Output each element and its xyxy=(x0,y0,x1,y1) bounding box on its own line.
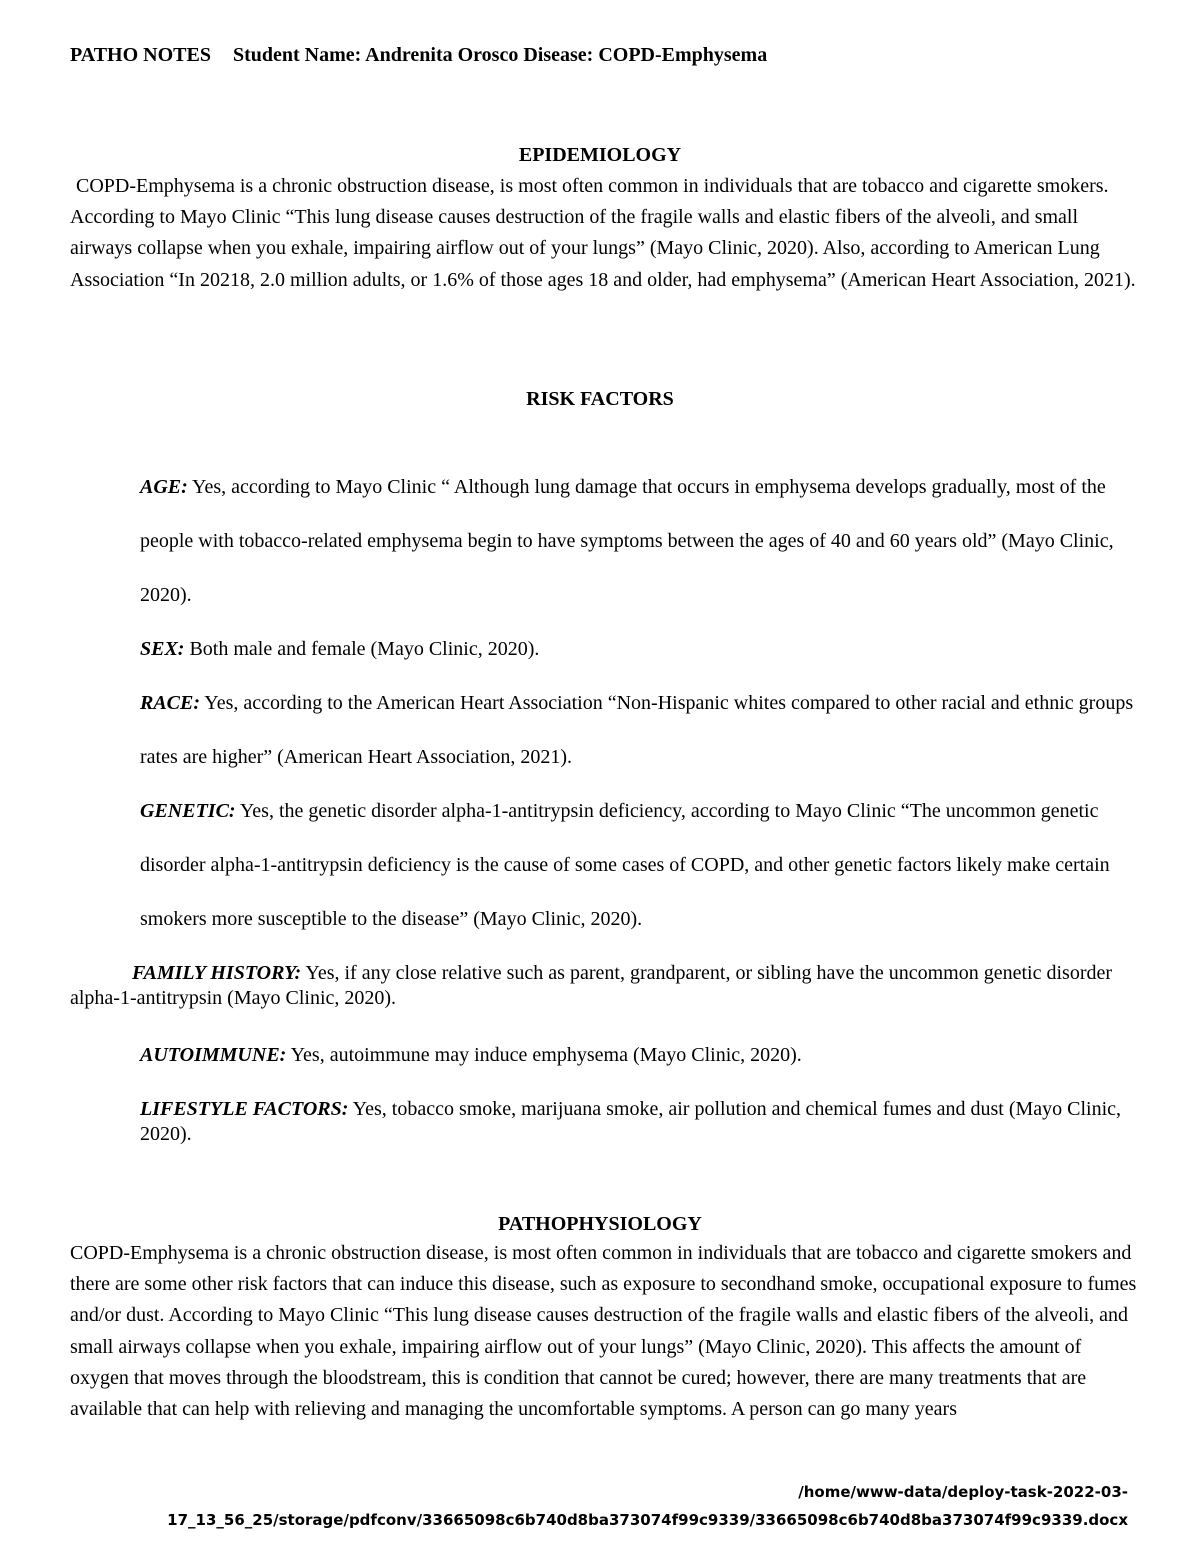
risk-factor-race-text: Yes, according to the American Heart Association “Non-Hispanic whites compared to other racial and ethnic groups rates are higher” (American Heart Association, 2021). xyxy=(140,692,1134,768)
risk-factor-race-label: RACE: xyxy=(140,692,201,714)
risk-factor-autoimmune xyxy=(140,1043,1140,1068)
risk-factor-genetic-text: Yes, the genetic disorder alpha-1-antitrypsin deficiency, according to Mayo Clinic “The uncommon genetic disorder alpha-1-antitrypsin deficiency is the cause of some cases of COPD, and other genetic factors likely make certain smokers more susceptible to the disease” (Mayo Clinic, 2020). xyxy=(140,800,1110,930)
risk-factor-family-history-text: Yes, if any close relative such as parent, grandparent, or sibling have the uncommon genetic disorder alpha-1-antitrypsin (Mayo Clinic, 2020). xyxy=(70,962,1113,1009)
risk-factor-age xyxy=(140,460,1140,622)
course-label: PATHO NOTES xyxy=(70,44,211,66)
risk-factor-age-text: Yes, according to Mayo Clinic “ Although lung damage that occurs in emphysema develops gradually, most of the people with tobacco-related emphysema begin to have symptoms between the ages of 40 and 60 years old” (Mayo Clinic, 2020). xyxy=(140,476,1114,606)
risk-factor-race xyxy=(140,676,1140,784)
risk-factor-sex-text: Both male and female (Mayo Clinic, 2020). xyxy=(184,638,540,660)
risk-factor-age-label: AGE: xyxy=(140,476,188,498)
risk-factors-heading: RISK FACTORS xyxy=(526,388,674,410)
footer-path-line-1: /home/www-data/deploy-task-2022-03- xyxy=(798,1483,1128,1501)
risk-factor-sex xyxy=(140,622,1140,676)
pathophysiology-heading: PATHOPHYSIOLOGY xyxy=(498,1213,702,1235)
risk-factor-lifestyle xyxy=(140,1097,1140,1147)
student-disease-label: Student Name: Andrenita Orosco Disease: COPD-Emphysema xyxy=(232,44,768,66)
risk-factor-genetic-label: GENETIC: xyxy=(140,800,236,822)
risk-factor-autoimmune-text: Yes, autoimmune may induce emphysema (Mayo Clinic, 2020). xyxy=(286,1044,802,1066)
risk-factor-genetic xyxy=(140,784,1140,946)
epidemiology-heading: EPIDEMIOLOGY xyxy=(518,144,682,166)
risk-factor-lifestyle-text: Yes, tobacco smoke, marijuana smoke, air pollution and chemical fumes and dust (Mayo Clinic, 2020). xyxy=(140,1098,1122,1145)
risk-factor-family-history xyxy=(70,961,1140,1011)
pathophysiology-text: COPD-Emphysema is a chronic obstruction disease, is most often common in individuals that are tobacco and cigarette smokers and there are some other risk factors that can induce this disease, such as exposure to secondhand smoke, occupational exposure to fumes and/or dust. According to Mayo Clinic “This lung disease causes destruction of the fragile walls and elastic fibers of the alveoli, and small airways collapse when you exhale, impairing airflow out of your lungs” (Mayo Clinic, 2020). This affects the amount of oxygen that moves through the bloodstream, this is condition that cannot be cured; however, there are many treatments that are available that can help with relieving and managing the uncomfortable symptoms. A person can go many years xyxy=(70,1242,1137,1421)
document-header xyxy=(70,44,767,67)
document-footer-path xyxy=(167,1478,1128,1534)
footer-path-line-2: 17_13_56_25/storage/pdfconv/33665098c6b740d8ba373074f99c9339/33665098c6b740d8ba373074f99c9339.docx xyxy=(167,1511,1128,1529)
risk-factor-sex-label: SEX: xyxy=(140,638,185,660)
epidemiology-paragraph xyxy=(70,171,1140,296)
risk-factor-lifestyle-label: LIFESTYLE FACTORS: xyxy=(140,1098,349,1120)
risk-factor-family-history-label: FAMILY HISTORY: xyxy=(132,962,302,984)
risk-factor-autoimmune-label: AUTOIMMUNE: xyxy=(140,1044,287,1066)
epidemiology-text: COPD-Emphysema is a chronic obstruction disease, is most often common in individuals that are tobacco and cigarette smokers. According to Mayo Clinic “This lung disease causes destruction of the fragile walls and elastic fibers of the alveoli, and small airways collapse when you exhale, impairing airflow out of your lungs” (Mayo Clinic, 2020). Also, according to American Lung Association “In 20218, 2.0 million adults, or 1.6% of those ages 18 and older, had emphysema” (American Heart Association, 2021). xyxy=(70,175,1136,291)
pathophysiology-paragraph xyxy=(70,1238,1140,1425)
